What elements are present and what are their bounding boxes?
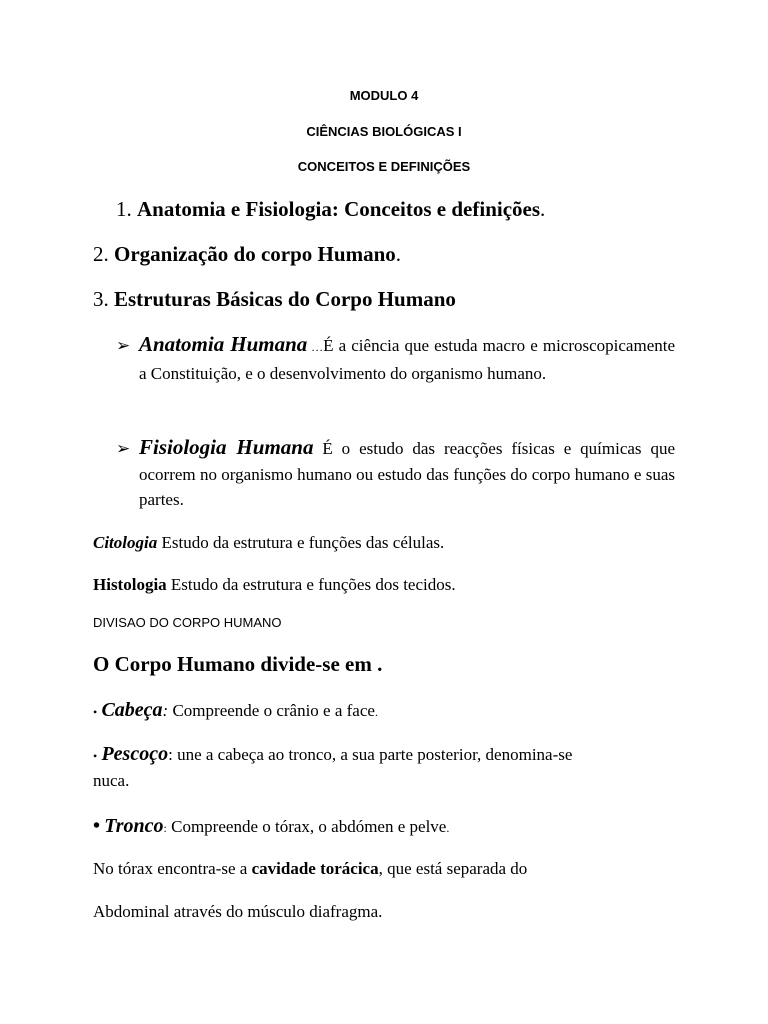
definition-term: Fisiologia Humana	[139, 435, 314, 459]
part-end: .	[446, 821, 450, 835]
divides-line: O Corpo Humano divide-se em .	[93, 652, 383, 676]
topic-number: 3.	[93, 287, 109, 311]
topic-title: Estruturas Básicas do Corpo Humano	[114, 287, 456, 311]
thorax-post: , que está separada do	[378, 859, 528, 878]
citologia-line	[93, 533, 444, 553]
section-title: CONCEITOS E DEFINIÇÕES	[297, 159, 471, 174]
topic-2	[93, 242, 401, 267]
part-text: Compreende o tórax, o abdómen e pelve	[166, 817, 447, 836]
bullet-icon: •	[93, 705, 98, 719]
histologia-line	[93, 575, 456, 595]
definition-text: É o estudo das reacções físicas e químicas que ocorrem no organismo humano ou estudo das funções do corpo humano e suas partes.	[139, 439, 676, 509]
definition-separator: …	[307, 340, 324, 354]
part-pescoco-continuation: nuca.	[93, 771, 130, 790]
division-heading: DIVISAO DO CORPO HUMANO	[93, 615, 282, 630]
part-colon: :	[163, 821, 167, 835]
part-pescoco	[93, 743, 572, 766]
subject-title: CIÊNCIAS BIOLÓGICAS I	[306, 124, 462, 139]
topic-3	[93, 287, 456, 312]
part-end: .	[374, 705, 378, 719]
topic-end: .	[540, 197, 546, 221]
part-colon: :	[168, 745, 173, 764]
part-text: une a cabeça ao tronco, a sua parte posterior, denomina-se	[172, 745, 573, 764]
bullet-icon: •	[93, 815, 101, 837]
part-colon: :	[162, 701, 169, 720]
part-tronco	[93, 815, 449, 838]
topic-number: 1.	[116, 197, 132, 221]
citologia-term: Citologia	[93, 533, 158, 552]
thorax-bold: cavidade torácica	[251, 859, 379, 878]
bullet-icon: •	[93, 749, 98, 763]
topic-title: Organização do corpo Humano	[114, 242, 396, 266]
topic-1	[116, 197, 545, 222]
thorax-line-1	[93, 859, 527, 879]
module-title: MODULO 4	[349, 88, 419, 103]
thorax-pre: No tórax encontra-se a	[93, 859, 252, 878]
topic-number: 2.	[93, 242, 109, 266]
topic-title: Anatomia e Fisiologia: Conceitos e definições	[137, 197, 541, 221]
arrow-bullet-icon: ➢	[116, 336, 131, 355]
arrow-bullet-icon: ➢	[116, 439, 131, 458]
topic-end: .	[395, 242, 401, 266]
histologia-text: Estudo da estrutura e funções dos tecidos.	[166, 575, 456, 594]
definition-text: É a ciência que estuda macro e microscopicamente a Constituição, e o desenvolvimento do organismo humano.	[139, 336, 676, 383]
part-term: Pescoço	[101, 743, 169, 765]
definition-term: Anatomia Humana	[139, 332, 308, 356]
definition-anatomia	[139, 332, 675, 386]
thorax-line-2: Abdominal através do músculo diafragma.	[93, 902, 383, 921]
part-term: Cabeça	[101, 699, 163, 721]
part-text: Compreende o crânio e a face	[168, 701, 375, 720]
histologia-term: Histologia	[93, 575, 167, 594]
citologia-text: Estudo da estrutura e funções das células.	[157, 533, 445, 552]
part-term: Tronco	[104, 815, 164, 837]
definition-fisiologia	[139, 435, 675, 513]
part-cabeca	[93, 699, 378, 722]
